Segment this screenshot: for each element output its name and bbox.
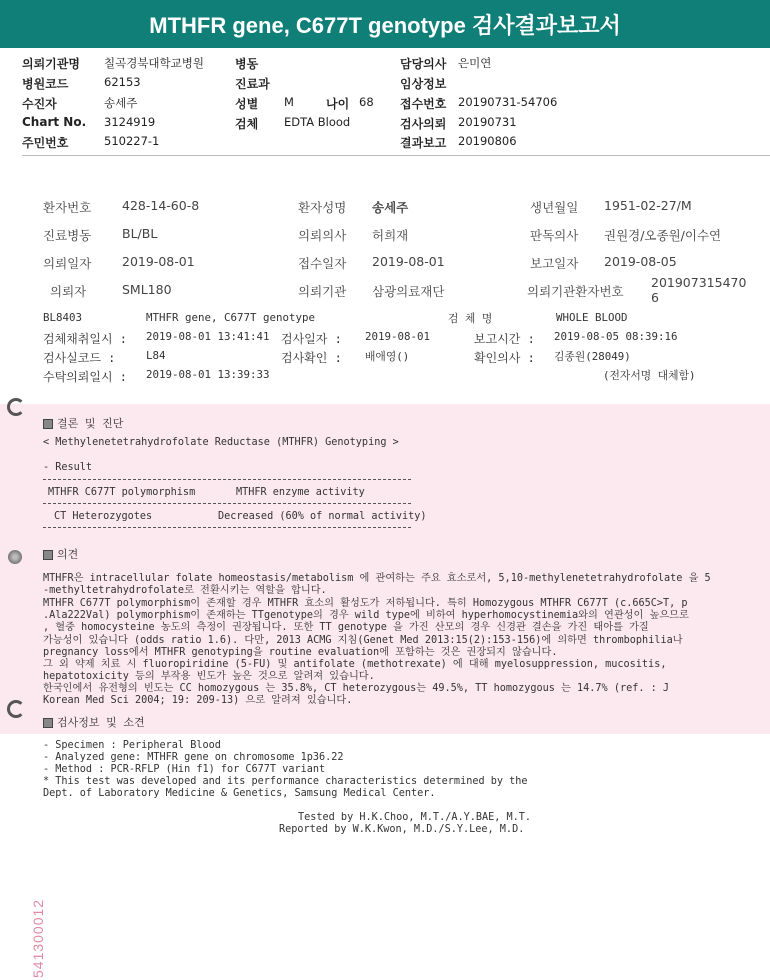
value-inst-patient-no-a: 201907315470 xyxy=(651,275,747,290)
value-hospital-code: 62153 xyxy=(104,75,141,89)
label-collection-time: 검체채취일시 : xyxy=(43,332,128,346)
value-birth: 1951-02-27/M xyxy=(604,198,692,213)
label-ref-doctor: 의뢰의사 xyxy=(298,228,347,243)
value-consign-time: 2019-08-01 13:39:33 xyxy=(146,368,270,381)
value-specimen: EDTA Blood xyxy=(284,115,351,129)
label-birth: 생년월일 xyxy=(530,200,579,215)
label-inst-patient-no: 의뢰기관환자번호 xyxy=(527,284,624,299)
label-chart-no: Chart No. xyxy=(22,115,87,129)
side-serial-number: 541300012 xyxy=(30,898,46,978)
label-patient: 수진자 xyxy=(22,97,57,111)
label-test-check: 검사확인 : xyxy=(281,351,342,365)
label-doctor: 담당의사 xyxy=(400,57,447,71)
value-test-check: 배애영() xyxy=(365,350,410,363)
binder-hole-icon xyxy=(7,700,25,718)
value-patient-id: 428-14-60-8 xyxy=(122,198,200,213)
opinion-line: 한국인에서 유전형의 빈도는 CC homozygous 는 35.8%, CT heterozygous는 49.5%, TT homozygous 는 14.7% (ref. : J xyxy=(43,683,670,694)
result-subtitle: < Methylenetetrahydrofolate Reductase (MTHFR) Genotyping > xyxy=(43,437,399,448)
label-age: 나이 xyxy=(326,97,350,111)
specimen-label: 검 체 명 xyxy=(448,312,493,325)
result-label: - Result xyxy=(43,462,93,473)
label-reading-doctor: 판독의사 xyxy=(530,228,579,243)
value-request-date: 20190731 xyxy=(458,115,517,129)
opinion-line: Korean Med Sci 2004; 19: 209-13) 으로 알려져 있습니다. xyxy=(43,695,353,706)
opinion-line: MTHFR은 intracellular folate homeostasis/metabolism 에 관여하는 주요 효소로서, 5,10-methylenetetrahydrofolate 을 5 xyxy=(43,573,711,584)
table-divider xyxy=(43,503,411,504)
label-consign-time: 수탁의뢰일시 : xyxy=(43,370,128,384)
value-confirm-doctor: 김종원(28049) xyxy=(554,350,631,363)
e-signature-note: (전자서명 대체함) xyxy=(603,369,696,382)
value-request-date2: 2019-08-01 xyxy=(122,254,195,269)
method-heading: 검사정보 및 소견 xyxy=(43,714,145,730)
label-report-time: 보고시간 : xyxy=(474,332,535,346)
label-ward: 병동 xyxy=(235,57,259,71)
result-val-genotype: CT Heterozygotes xyxy=(54,511,153,522)
label-receipt-date: 접수일자 xyxy=(298,256,347,271)
label-patient-name: 환자성명 xyxy=(298,200,347,215)
value-receipt-date: 2019-08-01 xyxy=(372,254,445,269)
value-ref-institution: 삼광의료재단 xyxy=(372,284,445,299)
label-ward2: 진료병동 xyxy=(43,228,92,243)
binder-hole-icon xyxy=(7,398,25,416)
label-department: 진료과 xyxy=(235,77,270,91)
reported-by: Reported by W.K.Kwon, M.D./S.Y.Lee, M.D. xyxy=(279,824,525,835)
value-patient-name: 송세주 xyxy=(372,200,409,215)
table-divider xyxy=(43,527,411,528)
label-resident-no: 주민번호 xyxy=(22,136,69,150)
specimen-name: WHOLE BLOOD xyxy=(556,311,628,324)
label-report-date: 결과보고 xyxy=(400,136,447,150)
label-ref-institution: 의뢰기관 xyxy=(298,284,347,299)
label-sex: 성별 xyxy=(235,97,259,111)
result-heading: 결론 및 진단 xyxy=(43,415,123,431)
value-requester: SML180 xyxy=(122,282,172,297)
opinion-line: .Ala222Val) polymorphism이 존재하는 TTgenotype의 경우 wild type에 비하여 hyperhomocystinemia와의 연관성이 높으므로 xyxy=(43,610,689,621)
opinion-heading: 의견 xyxy=(43,546,78,562)
value-age: 68 xyxy=(359,95,374,109)
opinion-line: MTHFR C677T polymorphism이 존재할 경우 MTHFR 효소의 활성도가 저하됩니다. 특히 Homozygous MTHFR C677T (c.665C>T, p xyxy=(43,598,688,609)
value-lab-code: L84 xyxy=(146,349,166,362)
value-patient: 송세주 xyxy=(104,96,138,110)
label-institution: 의뢰기관명 xyxy=(22,57,80,71)
tested-by: Tested by H.K.Choo, M.T./A.Y.BAE, M.T. xyxy=(298,812,532,823)
value-sex: M xyxy=(284,95,294,109)
value-test-date: 2019-08-01 xyxy=(365,330,431,343)
value-report-time: 2019-08-05 08:39:16 xyxy=(554,330,678,343)
value-report-date2: 2019-08-05 xyxy=(604,254,677,269)
value-report-date: 20190806 xyxy=(458,134,517,148)
result-val-activity: Decreased (60% of normal activity) xyxy=(218,511,427,522)
label-requester: 의뢰자 xyxy=(50,284,87,299)
opinion-line: , 혈중 homocysteine 농도의 측정이 권장됩니다. 또한 TT genotype 을 가진 산모의 경우 신경관 결손을 가진 태아를 가질 xyxy=(43,622,649,633)
value-institution: 칠곡경북대학교병원 xyxy=(104,56,204,70)
binder-hole-icon xyxy=(8,550,22,564)
value-collection-time: 2019-08-01 13:41:41 xyxy=(146,330,270,343)
square-bullet-icon xyxy=(43,419,53,429)
value-inst-patient-no-b: 6 xyxy=(651,290,659,305)
label-clinical-info: 임상정보 xyxy=(400,77,447,91)
value-doctor: 은미연 xyxy=(458,56,492,70)
label-receipt-no: 접수번호 xyxy=(400,97,447,111)
result-col-polymorphism: MTHFR C677T polymorphism xyxy=(48,487,196,498)
value-resident-no: 510227-1 xyxy=(104,134,160,148)
label-hospital-code: 병원코드 xyxy=(22,77,69,91)
opinion-line: pregnancy loss에서 MTHFR genotyping을 routine evaluation에 포함하는 것은 권장되지 않습니다. xyxy=(43,647,558,658)
value-chart-no: 3124919 xyxy=(104,115,156,129)
opinion-line: 그 외 약제 치료 시 fluoropiridine (5-FU) 및 antifolate (methotrexate) 에 대해 myelosuppression, mucositis, xyxy=(43,659,667,670)
report-title: MTHFR gene, C677T genotype 검사결과보고서 xyxy=(0,0,770,48)
result-col-activity: MTHFR enzyme activity xyxy=(236,487,365,498)
method-line: * This test was developed and its performance characteristics determined by the xyxy=(43,776,528,787)
square-bullet-icon xyxy=(43,718,53,728)
header-divider xyxy=(22,155,770,156)
test-name: MTHFR gene, C677T genotype xyxy=(146,311,316,324)
square-bullet-icon xyxy=(43,550,53,560)
method-line: - Specimen : Peripheral Blood xyxy=(43,740,221,751)
table-divider xyxy=(43,479,411,480)
method-line: Dept. of Laboratory Medicine & Genetics, Samsung Medical Center. xyxy=(43,788,436,799)
label-lab-code: 검사실코드 : xyxy=(43,351,116,365)
test-code: BL8403 xyxy=(43,311,83,324)
method-line: - Analyzed gene: MTHFR gene on chromosome 1p36.22 xyxy=(43,752,344,763)
label-request-date2: 의뢰일자 xyxy=(43,256,92,271)
label-test-date: 검사일자 : xyxy=(281,332,342,346)
label-specimen: 검체 xyxy=(235,117,259,131)
value-reading-doctor: 권원경/오종원/이수연 xyxy=(604,228,722,243)
label-report-date2: 보고일자 xyxy=(530,256,579,271)
value-receipt-no: 20190731-54706 xyxy=(458,95,558,109)
value-ward2: BL/BL xyxy=(122,226,158,241)
opinion-line: -methyltetrahydrofolate로 전환시키는 역할을 합니다. xyxy=(43,585,327,596)
label-request-date: 검사의뢰 xyxy=(400,117,447,131)
label-patient-id: 환자번호 xyxy=(43,200,92,215)
opinion-line: 가능성이 있습니다 (odds ratio 1.6). 다만, 2013 ACMG 지침(Genet Med 2013:15(2):153-156)에 의하면 thrombophilia나 xyxy=(43,635,683,646)
method-line: - Method : PCR-RFLP (Hin f1) for C677T variant xyxy=(43,764,326,775)
value-ref-doctor: 허희재 xyxy=(372,228,409,243)
opinion-line: hepatotoxicity 등의 부작용 빈도가 높은 것으로 알려져 있습니다. xyxy=(43,671,375,682)
label-confirm-doctor: 확인의사 : xyxy=(474,351,535,365)
